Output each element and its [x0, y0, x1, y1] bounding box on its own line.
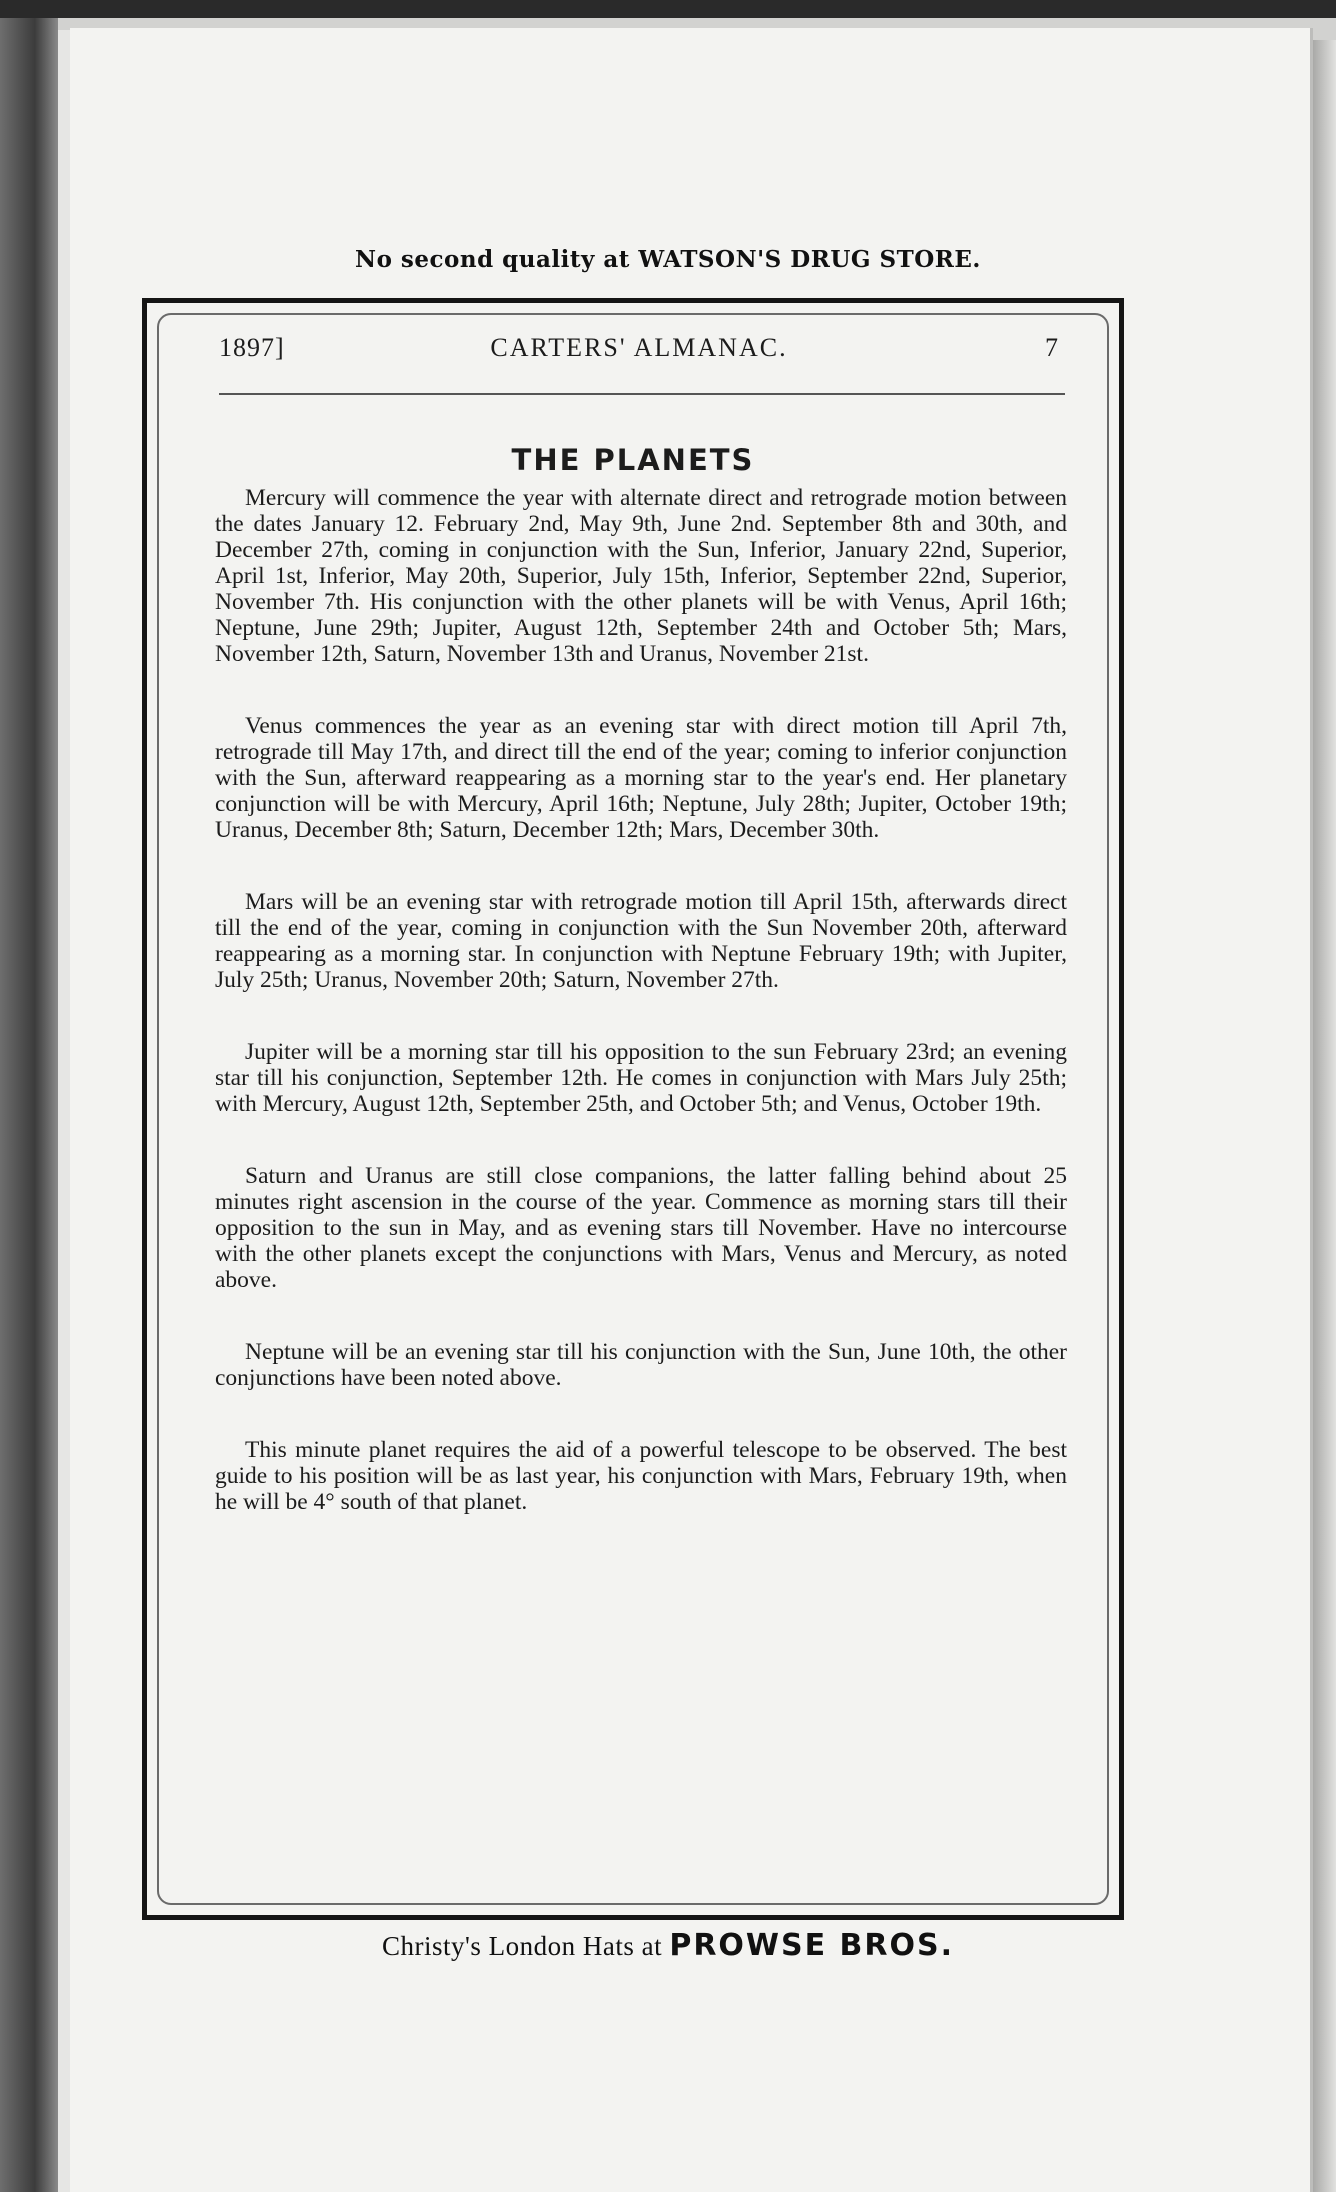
article-body	[215, 485, 1067, 1561]
page-right-edge	[1313, 40, 1336, 2192]
header-advertisement: No second quality at WATSON'S DRUG STORE.	[355, 246, 981, 273]
footer-ad-text: Christy's London Hats at	[381, 1931, 663, 1961]
paragraph-saturn-uranus: Saturn and Uranus are still close companions, the latter falling behind about 25 minutes right ascension in the course of the year. Commence as morning stars till their opposition to the sun in May, and as evening stars till November. Have no intercourse with the other planets except the conjunctions with Mars, Venus and Mercury, as noted above.	[215, 1163, 1067, 1293]
section-title: THE PLANETS	[511, 443, 755, 477]
running-head-year: 1897]	[219, 333, 285, 362]
paragraph-jupiter: Jupiter will be a morning star till his opposition to the sun February 23rd; an evening star till his conjunction, September 12th. He comes in conjunction with Mars July 25th; with Mercury, August 12th, September 25th, and October 5th; and Venus, October 19th.	[215, 1039, 1067, 1117]
paragraph-venus: Venus commences the year as an evening star with direct motion till April 7th, retrograde till May 17th, and direct till the end of the year; coming to inferior conjunction with the Sun, afterward reappearing as a morning star to the year's end. Her planetary conjunction will be with Mercury, April 16th; Neptune, July 28th; Jupiter, October 19th; Uranus, December 8th; Saturn, December 12th; Mars, December 30th.	[215, 713, 1067, 843]
header-rule	[219, 393, 1065, 395]
footer-advertisement	[0, 1928, 1336, 1963]
page-left-edge	[58, 30, 70, 2192]
scan-top-edge	[0, 0, 1336, 18]
running-head	[219, 333, 1059, 373]
almanac-frame	[142, 298, 1124, 1920]
book-binding	[0, 18, 58, 2192]
almanac-title: CARTERS' ALMANAC.	[490, 333, 788, 362]
footer-ad-brand: PROWSE BROS.	[669, 1928, 955, 1963]
paragraph-mercury: Mercury will commence the year with alternate direct and retrograde motion between the dates January 12. February 2nd, May 9th, June 2nd. September 8th and 30th, and December 27th, coming in conjunction with the Sun, Inferior, January 22nd, Superior, April 1st, Inferior, May 20th, Superior, July 15th, Inferior, September 22nd, Superior, November 7th. His conjunction with the other planets will be with Venus, April 16th; Neptune, June 29th; Jupiter, August 12th, September 24th and October 5th; Mars, November 12th, Saturn, November 13th and Uranus, November 21st.	[215, 485, 1067, 667]
paragraph-neptune: Neptune will be an evening star till his conjunction with the Sun, June 10th, the other conjunctions have been noted above.	[215, 1339, 1067, 1391]
paragraph-minute-planet: This minute planet requires the aid of a powerful telescope to be observed. The best guide to his position will be as last year, his conjunction with Mars, February 19th, when he will be 4° south of that planet.	[215, 1437, 1067, 1515]
page-number: 7	[1045, 333, 1059, 362]
paragraph-mars: Mars will be an evening star with retrograde motion till April 15th, afterwards direct till the end of the year, coming in conjunction with the Sun November 20th, afterward reappearing as a morning star. In conjunction with Neptune February 19th; with Jupiter, July 25th; Uranus, November 20th; Saturn, November 27th.	[215, 889, 1067, 993]
